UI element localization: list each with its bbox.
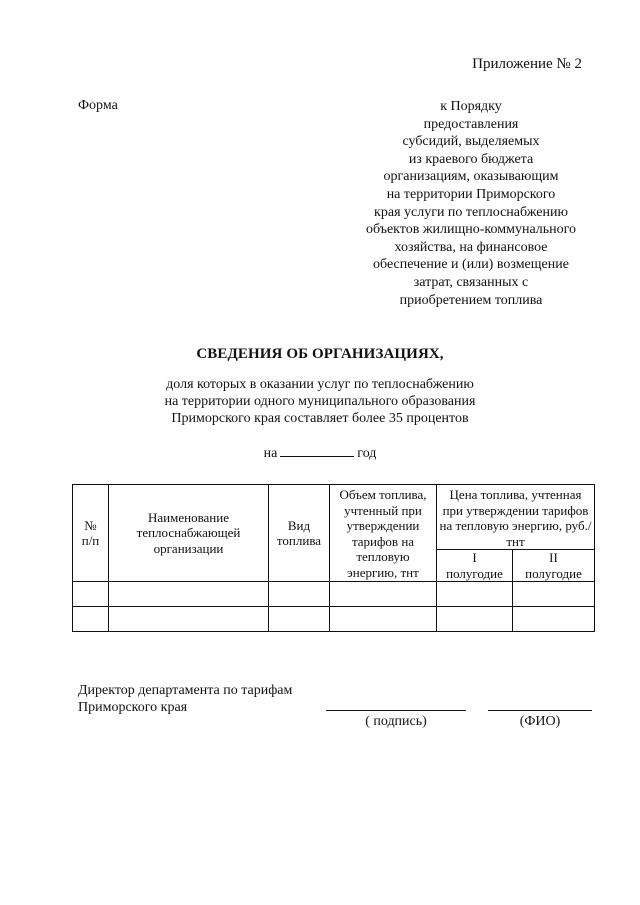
order-line: хозяйства, на финансовое bbox=[394, 239, 548, 255]
signature-line[interactable] bbox=[326, 710, 466, 711]
organizations-table bbox=[72, 484, 595, 632]
table-cell[interactable] bbox=[513, 582, 595, 607]
order-line: на территории Приморского bbox=[386, 186, 556, 202]
year-blank-field[interactable] bbox=[280, 444, 354, 457]
director-title-line: Приморского края bbox=[78, 700, 188, 715]
table-cell[interactable] bbox=[109, 607, 269, 632]
director-signature-block bbox=[78, 682, 292, 716]
order-line: субсидий, выделяемых bbox=[402, 134, 540, 150]
order-line: затрат, связанных с bbox=[413, 274, 529, 290]
header-number: № п/п bbox=[73, 485, 109, 582]
table-cell[interactable] bbox=[330, 607, 437, 632]
order-line: края услуги по теплоснабжению bbox=[374, 204, 568, 220]
appendix-number: Приложение № 2 bbox=[472, 56, 582, 72]
header-fuel-type: Вид топлива bbox=[269, 485, 330, 582]
full-name-caption: (ФИО) bbox=[519, 714, 561, 729]
header-organization-name: Наименование теплоснабжающей организации bbox=[109, 485, 269, 582]
order-line: к Порядку bbox=[440, 99, 502, 114]
order-line: обеспечение и (или) возмещение bbox=[373, 257, 569, 273]
order-line: организациям, оказывающим bbox=[383, 169, 559, 185]
subtitle-line: доля которых в оказании услуг по теплоснабжению bbox=[166, 377, 474, 392]
year-prefix: на bbox=[263, 446, 278, 461]
table-cell[interactable] bbox=[73, 582, 109, 607]
header-first-half: I полугодие bbox=[437, 550, 513, 582]
table-cell[interactable] bbox=[330, 582, 437, 607]
table-cell[interactable] bbox=[437, 582, 513, 607]
table-cell[interactable] bbox=[513, 607, 595, 632]
header-second-half: II полугодие bbox=[513, 550, 595, 582]
table-cell[interactable] bbox=[269, 607, 330, 632]
director-title-line: Директор департамента по тарифам bbox=[78, 683, 293, 698]
table-cell[interactable] bbox=[73, 607, 109, 632]
signature-caption: ( подпись) bbox=[365, 714, 427, 729]
table-cell[interactable] bbox=[269, 582, 330, 607]
full-name-line[interactable] bbox=[488, 710, 592, 711]
header-fuel-price: Цена топлива, учтенная при утверждении тарифов на тепловую энергию, руб./тнт bbox=[437, 485, 595, 550]
table-cell[interactable] bbox=[109, 582, 269, 607]
document-subtitle bbox=[0, 376, 640, 427]
year-suffix: год bbox=[357, 446, 377, 461]
header-fuel-volume: Объем топлива, учтенный при утверждении тарифов на тепловую энергию, тнт bbox=[330, 485, 437, 582]
form-label: Форма bbox=[78, 98, 118, 113]
order-line: предоставления bbox=[423, 116, 519, 132]
document-title: СВЕДЕНИЯ ОБ ОРГАНИЗАЦИЯХ, bbox=[196, 346, 444, 362]
year-field bbox=[0, 444, 640, 462]
order-line: из краевого бюджета bbox=[408, 151, 534, 167]
order-line: объектов жилищно-коммунального bbox=[365, 222, 577, 238]
order-reference bbox=[340, 98, 602, 309]
table-cell[interactable] bbox=[437, 607, 513, 632]
table-row bbox=[73, 582, 595, 607]
order-line: приобретением топлива bbox=[399, 292, 543, 308]
subtitle-line: на территории одного муниципального образования bbox=[164, 394, 476, 409]
subtitle-line: Приморского края составляет более 35 процентов bbox=[171, 411, 469, 426]
table-row bbox=[73, 607, 595, 632]
